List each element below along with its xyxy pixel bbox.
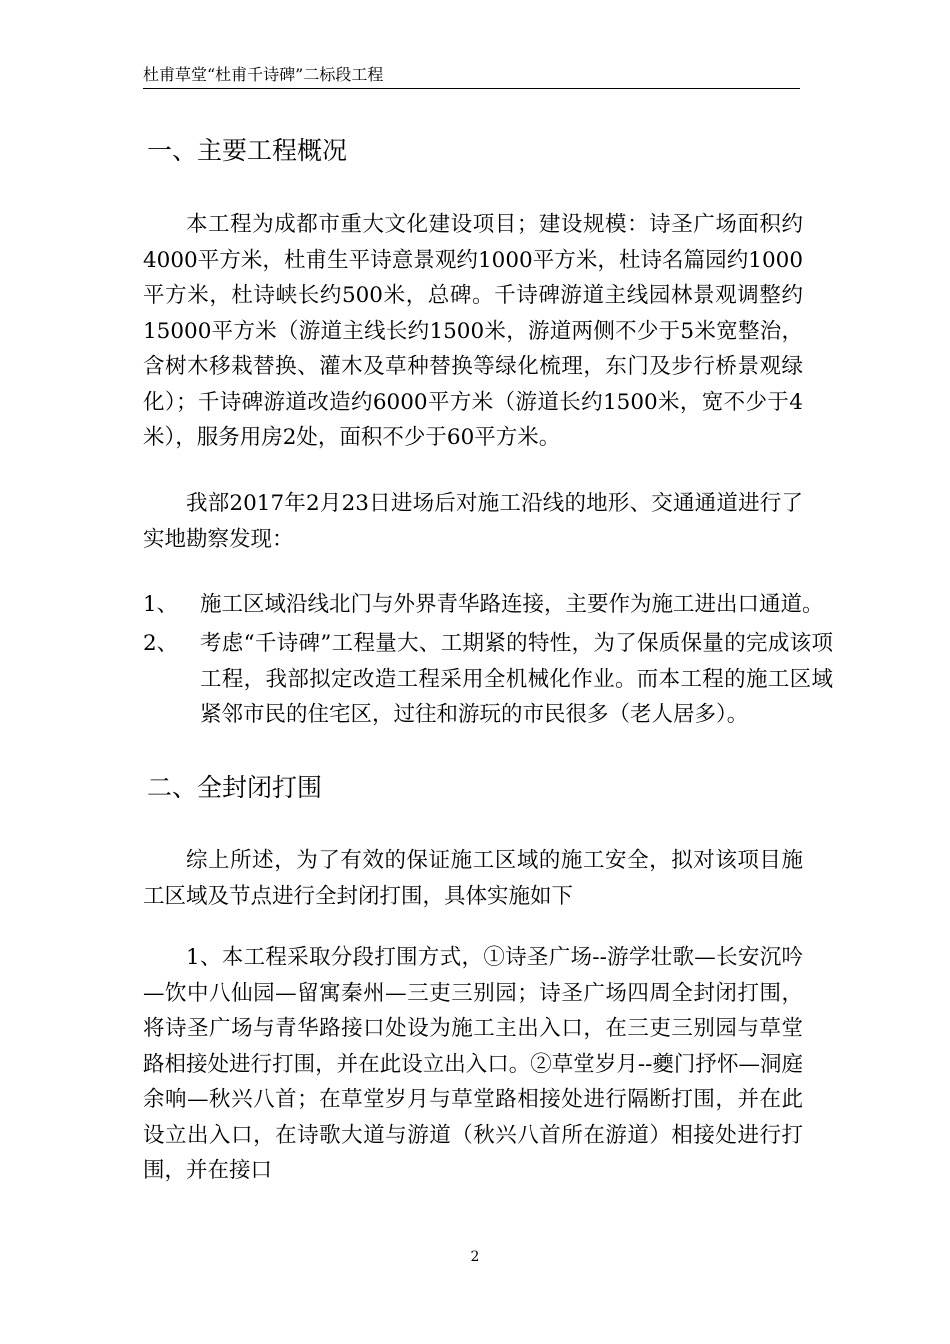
paragraph-enclosure-summary: 综上所述，为了有效的保证施工区域的施工安全，拟对该项目施工区域及节点进行全封闭打围，具体实施如下 (143, 848, 803, 909)
list-item-number: 1、 (143, 592, 179, 617)
paragraph-project-scale: 本工程为成都市重大文化建设项目；建设规模：诗圣广场面积约4000平方米，杜甫生平诗意景观约1000平方米，杜诗名篇园约1000平方米，杜诗峡长约500米，总碑。千诗碑游道主线园林景观调整约15000平方米（游道主线长约1500米，游道两侧不少于5米宽整治，含树木移栽替换、灌木及草种替换等绿化梳理，东门及步行桥景观绿化）；千诗碑游道改造约6000平方米（游道长约1500米，宽不少于4米），服务用房2处，面积不少于60平方米。 (143, 212, 803, 450)
list-item-1 (143, 587, 833, 623)
list-item-number: 2、 (143, 631, 179, 656)
page-number: 2 (470, 1249, 480, 1265)
list-item-text: 施工区域沿线北门与外界青华路连接，主要作为施工进出口通道。 (200, 592, 824, 617)
paragraph-site-survey: 我部2017年2月23日进场后对施工沿线的地形、交通通道进行了实地勘察发现： (143, 491, 803, 552)
page-header (143, 64, 800, 89)
section-heading-overview: 一、主要工程概况 (147, 136, 348, 165)
header-title: 杜甫草堂“杜甫千诗碑”二标段工程 (143, 65, 384, 84)
list-item-text: 考虑“千诗碑”工程量大、工期紧的特性，为了保质保量的完成该项工程，我部拟定改造工程采用全机械化作业。而本工程的施工区域紧邻市民的住宅区，过往和游玩的市民很多（老人居多）。 (200, 631, 833, 727)
paragraph-segmented-enclosure: 1、本工程采取分段打围方式，①诗圣广场--游学壮歌—长安沉吟—饮中八仙园—留寓秦州—三吏三别园；诗圣广场四周全封闭打围，将诗圣广场与青华路接口处设为施工主出入口，在三吏三别园与草堂路相接处进行打围，并在此设立出入口。②草堂岁月--夔门抒怀—洞庭余响—秋兴八首；在草堂岁月与草堂路相接处进行隔断打围，并在此设立出入口，在诗歌大道与游道（秋兴八首所在游道）相接处进行打围，并在接口 (143, 945, 803, 1183)
list-item-2 (143, 626, 833, 733)
section-heading-enclosure: 二、全封闭打围 (147, 773, 323, 802)
